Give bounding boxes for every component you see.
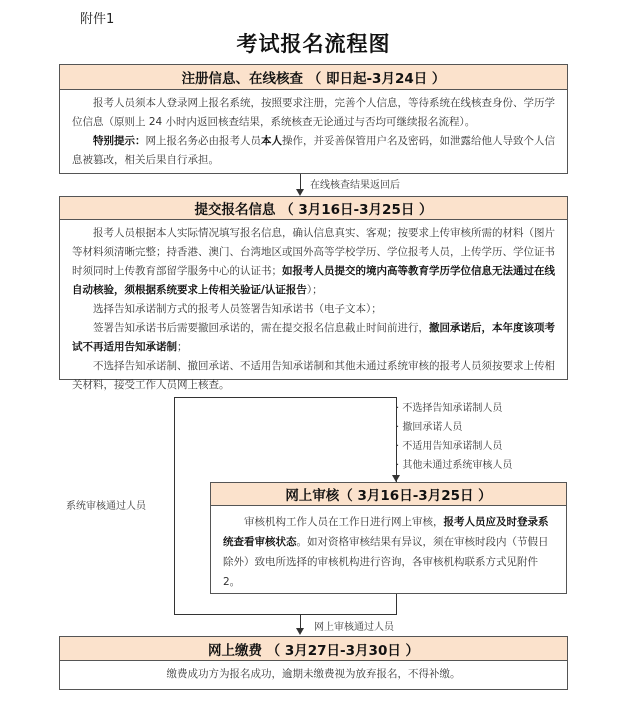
loop-top-line	[174, 397, 396, 398]
stage2-heading: 提交报名信息 （ 3月16日-3月25日 ）	[59, 196, 568, 220]
stage3-paragraph-1: 审核机构工作人员在工作日进行网上审核，报考人员应及时登录系统查看审核状态。如对资格审核结果有异议，须在审核时段内（节假日除外）致电所选择的审核机构进行咨询，各审核机构联系方式见附件 2。	[223, 516, 549, 588]
stage4-heading: 网上缴费 （ 3月27日-3月30日 ）	[59, 636, 568, 661]
stage2-paragraph-1: 报考人员根据本人实际情况填写报名信息，确认信息真实、客观；按要求上传审核所需的材料（图片等材料须清晰完整；持香港、澳门、台湾地区或国外高等学校学历、学位报考人员，上传学历、学位证书时须同时上传教育部留学服务中心的认证书；如报考人员提交的境内高等教育学历学位信息无法通过在线自动核验，须根据系统要求上传相关验证/认证报告）；	[72, 227, 555, 296]
stage1-body	[59, 90, 568, 174]
stage1-paragraph-1: 报考人员须本人登录网上报名系统，按照要求注册，完善个人信息，等待系统在线核查身份、学历学位信息（原则上 24 小时内返回核查结果，系统核查无论通过与否均可继续报名流程）。	[72, 97, 555, 128]
stage2-paragraph-3: 签署告知承诺书后需要撤回承诺的，需在提交报名信息截止时间前进行，撤回承诺后，本年度该项考试不再适用告知承诺制；	[72, 322, 555, 353]
stage3-heading: 网上审核（ 3月16日-3月25日 ）	[210, 482, 567, 506]
stage4-paragraph-1: 缴费成功方为报名成功，逾期未缴费视为放弃报名，不得补缴。	[166, 668, 461, 680]
stage1-heading: 注册信息、在线核查 （ 即日起-3月24日 ）	[59, 64, 568, 90]
stage2-paragraph-4: 不选择告知承诺制、撤回承诺、不适用告知承诺制和其他未通过系统审核的报考人员须按要求上传相关材料，接受工作人员网上核查。	[72, 360, 555, 391]
loop-conditions-list	[396, 399, 512, 475]
page-title: 考试报名流程图	[236, 31, 391, 56]
stage1-paragraph-2: 特别提示：网上报名务必由报考人员本人操作，并妥善保管用户名及密码，如泄露给他人导致个人信息被篡改，相关后果自行承担。	[72, 135, 555, 166]
arrow-down-icon	[296, 189, 304, 196]
arrow-down-icon	[392, 475, 400, 482]
condition-item: · 其他未通过系统审核人员	[396, 456, 512, 475]
arrow-down-icon	[296, 628, 304, 635]
arrow3-label: 网上审核通过人员	[314, 622, 394, 633]
stage3-down-line	[396, 594, 397, 615]
condition-item: · 不选择告知承诺制人员	[396, 399, 512, 418]
stage2-body	[59, 220, 568, 391]
stage4-body	[59, 661, 568, 690]
loop-bottom-line	[174, 614, 397, 615]
left-branch-label: 系统审核通过人员	[66, 501, 146, 512]
stage2-paragraph-2: 选择告知承诺制方式的报考人员签署告知承诺书（电子文本）；	[93, 303, 382, 315]
stage3-body	[210, 506, 567, 594]
condition-item: · 撤回承诺人员	[396, 418, 512, 437]
condition-item: · 不适用告知承诺制人员	[396, 437, 512, 456]
loop-left-line	[174, 397, 175, 615]
attachment-label: 附件1	[80, 12, 115, 27]
arrow1-label: 在线核查结果返回后	[310, 180, 400, 191]
